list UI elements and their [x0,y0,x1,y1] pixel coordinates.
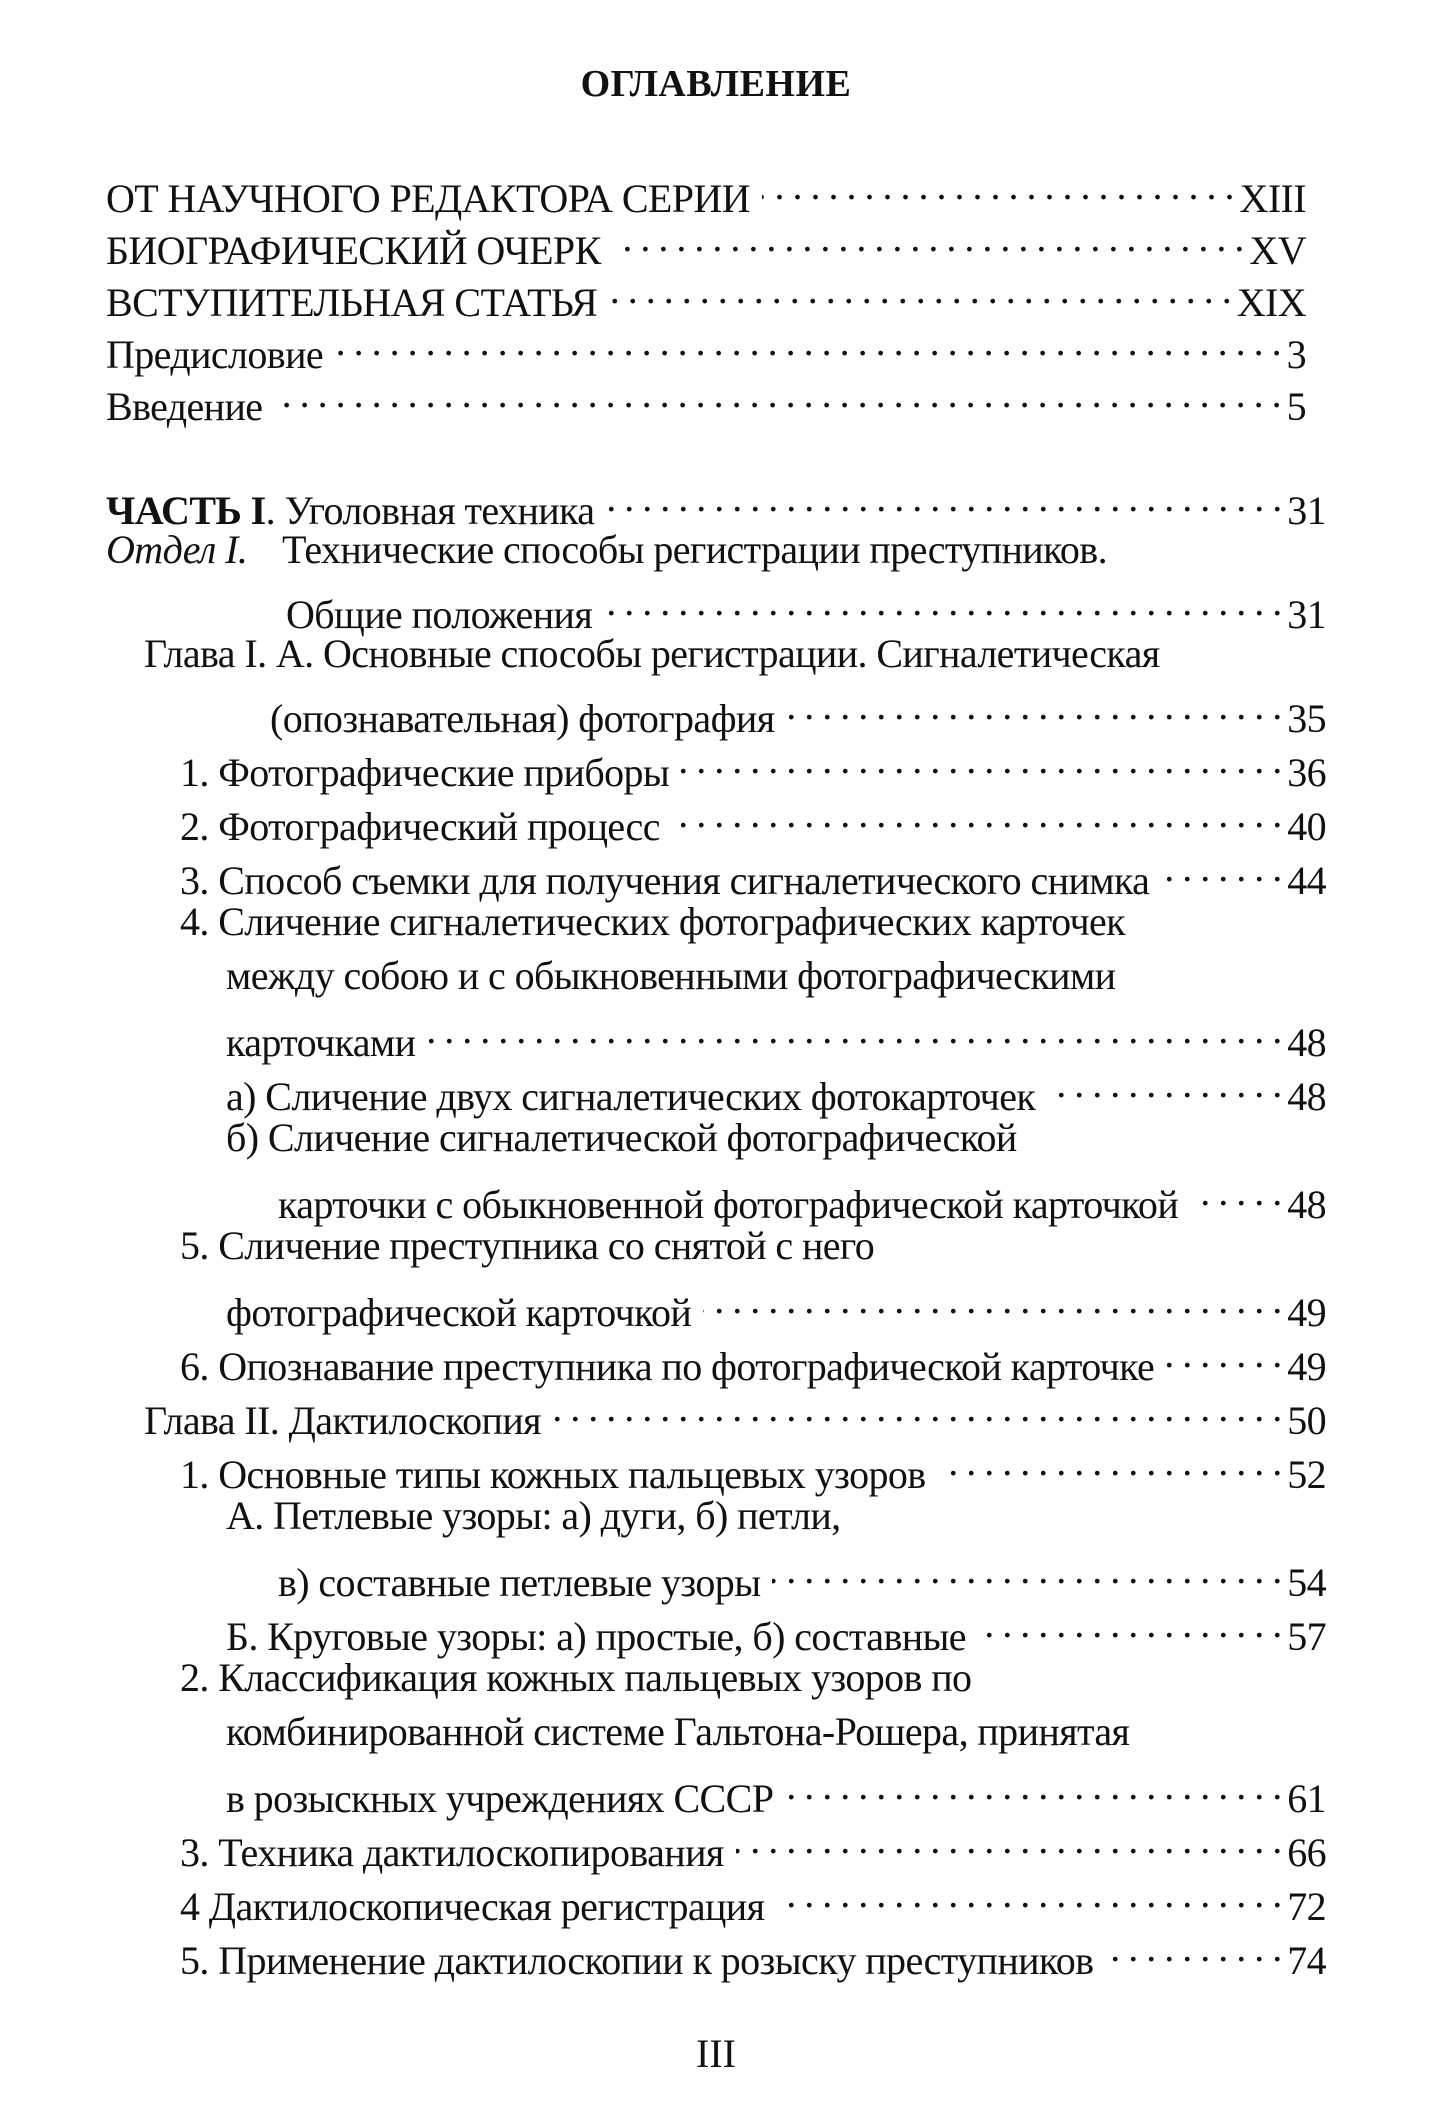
toc-entry[interactable] [180,1652,971,1704]
section-title-line1: Технические способы регистрации преступников. [282,527,1107,572]
toc-entry-title: в розыскных учреждениях СССР [226,1776,774,1821]
toc-entry-title-line1: б) Сличение сигналетической фотографической [226,1115,1017,1160]
toc-entry-title: (опознавательная) фотография [270,696,775,741]
toc-entry-page: 72 [1287,1884,1326,1929]
dot-leader [787,680,1282,732]
toc-entry-page: XIII [1239,176,1306,221]
dot-leader [736,1814,1282,1866]
toc-entry-title-line2: между собою и с обыкновенными фотографическими [226,953,1116,998]
toc-part-entry[interactable] [106,472,1326,533]
toc-entry-page: 52 [1287,1452,1326,1497]
part-label: ЧАСТЬ I [106,488,266,533]
toc-entry[interactable] [106,264,1306,325]
toc-entry[interactable] [106,212,1306,273]
dot-leader [1105,1922,1281,1974]
toc-entry-page: XV [1249,228,1306,273]
toc-entry-page: 31 [1287,592,1326,637]
toc-entry-page: 49 [1287,1290,1326,1335]
toc-entry-page: 54 [1287,1560,1326,1605]
toc-entry-page: 48 [1287,1182,1326,1227]
dot-leader [772,1544,1281,1596]
toc-entry-page: XIX [1236,280,1306,325]
dot-leader [1166,1328,1281,1380]
toc-entry-cont [226,1706,1129,1758]
toc-entry-page: 74 [1287,1938,1326,1983]
toc-entry-page: 66 [1287,1830,1326,1875]
toc-entry-title-line1: 4. Сличение сигналетических фотографических карточек [180,899,1125,944]
toc-entry[interactable] [106,368,1306,429]
toc-entry-cont[interactable] [226,1760,1326,1821]
toc-entry-page: 44 [1287,858,1326,903]
dot-leader [978,1598,1281,1650]
toc-entry-cont[interactable] [278,1166,1326,1227]
toc-entry-title-line2: комбинированной системе Гальтона-Рошера, принятая [226,1709,1130,1754]
toc-entry-title: карточки с обыкновенной фотографической карточкой [278,1182,1179,1227]
toc-entry-title: ВСТУПИТЕЛЬНАЯ СТАТЬЯ [106,280,598,325]
dot-leader [1047,1058,1281,1110]
toc-entry[interactable] [180,1922,1326,1983]
toc-entry-title: Глава II. Дактилоскопия [144,1398,541,1443]
toc-entry-cont[interactable] [278,1544,1326,1605]
toc-entry-page: 50 [1287,1398,1326,1443]
toc-entry[interactable] [180,734,1326,795]
toc-entry-page: 40 [1287,804,1326,849]
chapter-title-line1: Глава I. А. Основные способы регистрации. Сигналетическая [144,631,1160,676]
toc-entry[interactable] [180,1436,1326,1497]
dot-leader [1161,842,1281,894]
part-title: . Уголовная техника [265,488,595,533]
toc-entry[interactable] [180,1220,874,1272]
toc-entry-title: фотографической карточкой [226,1290,692,1335]
dot-leader [1190,1166,1281,1218]
toc-entry-page: 48 [1287,1020,1326,1065]
toc-entry-title-line1: 2. Классификация кожных пальцевых узоров по [180,1655,972,1700]
toc-entry-title: Б. Круговые узоры: а) простые, б) составные [226,1614,966,1659]
section-label: Отдел I. [106,527,248,572]
toc-entry-title: 3. Способ съемки для получения сигналетического снимка [180,858,1150,903]
toc-entry[interactable] [180,1328,1326,1389]
toc-entry-title: ОТ НАУЧНОГО РЕДАКТОРА СЕРИИ [106,176,750,221]
toc-entry[interactable] [180,842,1326,903]
toc-entry-page: 5 [1286,384,1306,429]
toc-entry-page: 48 [1287,1074,1326,1119]
toc-entry-page: 31 [1287,488,1326,533]
toc-entry-cont[interactable] [226,1004,1326,1065]
toc-entry-title: 4 Дактилоскопическая регистрация [180,1884,765,1929]
toc-entry-title: Предисловие [106,332,324,377]
toc-entry-title: 6. Опознавание преступника по фотографической карточке [180,1344,1155,1389]
toc-section-entry[interactable] [106,524,1107,576]
toc-entry-cont [226,950,1116,1002]
toc-entry-title: 1. Фотографические приборы [180,750,670,795]
toc-entry-page: 3 [1286,332,1306,377]
toc-entry[interactable] [180,788,1326,849]
toc-entry-page: 36 [1287,750,1326,795]
dot-leader [762,160,1234,212]
toc-entry-title: Введение [106,384,263,429]
toc-chapter-entry[interactable] [144,628,1160,680]
toc-section-entry-cont[interactable] [286,576,1326,637]
toc-entry-title: 3. Техника дактилоскопирования [180,1830,724,1875]
dot-leader [681,734,1281,786]
dot-leader [609,264,1230,316]
dot-leader [938,1436,1282,1488]
toc-entry-title: Общие положения [286,592,593,637]
dot-leader [776,1868,1281,1920]
toc-entry-title: в) составные петлевые узоры [278,1560,761,1605]
dot-leader [335,316,1281,368]
toc-entry[interactable] [226,1490,841,1542]
toc-entry-title: 2. Фотографический процесс [180,804,660,849]
dot-leader [672,788,1281,840]
dot-leader [703,1274,1281,1326]
dot-leader [604,576,1281,628]
toc-heading: ОГЛАВЛЕНИЕ [580,63,852,105]
toc-entry-title: БИОГРАФИЧЕСКИЙ ОЧЕРК [106,228,601,273]
toc-entry-page: 61 [1287,1776,1326,1821]
dot-leader [427,1004,1281,1056]
dot-leader [274,368,1280,420]
toc-chapter-entry-cont[interactable] [270,680,1326,741]
toc-entry[interactable] [226,1112,1017,1164]
toc-entry-page: 57 [1287,1614,1326,1659]
toc-entry[interactable] [226,1598,1326,1659]
toc-entry-title: карточками [226,1020,416,1065]
toc-entry-title-line1: 5. Сличение преступника со снятой с него [180,1223,875,1268]
toc-entry[interactable] [180,1868,1326,1929]
toc-chapter-entry[interactable] [144,1382,1326,1443]
toc-entry-cont[interactable] [226,1274,1326,1335]
toc-entry-page: 49 [1287,1344,1326,1389]
dot-leader [785,1760,1281,1812]
toc-entry-title: 5. Применение дактилоскопии к розыску преступников [180,1938,1094,1983]
dot-leader [606,472,1281,524]
toc-entry[interactable] [180,1814,1326,1875]
toc-entry[interactable] [180,896,1125,948]
toc-entry[interactable] [106,160,1306,221]
toc-entry-title: 1. Основные типы кожных пальцевых узоров [180,1452,926,1497]
toc-entry-title-line1: А. Петлевые узоры: а) дуги, б) петли, [226,1493,841,1538]
toc-entry[interactable] [226,1058,1326,1119]
toc-entry[interactable] [106,316,1306,377]
page-number-footer: III [696,2031,736,2076]
dot-leader [613,212,1244,264]
toc-entry-page: 35 [1287,696,1326,741]
toc-entry-title: а) Сличение двух сигналетических фотокарточек [226,1074,1036,1119]
dot-leader [553,1382,1281,1434]
